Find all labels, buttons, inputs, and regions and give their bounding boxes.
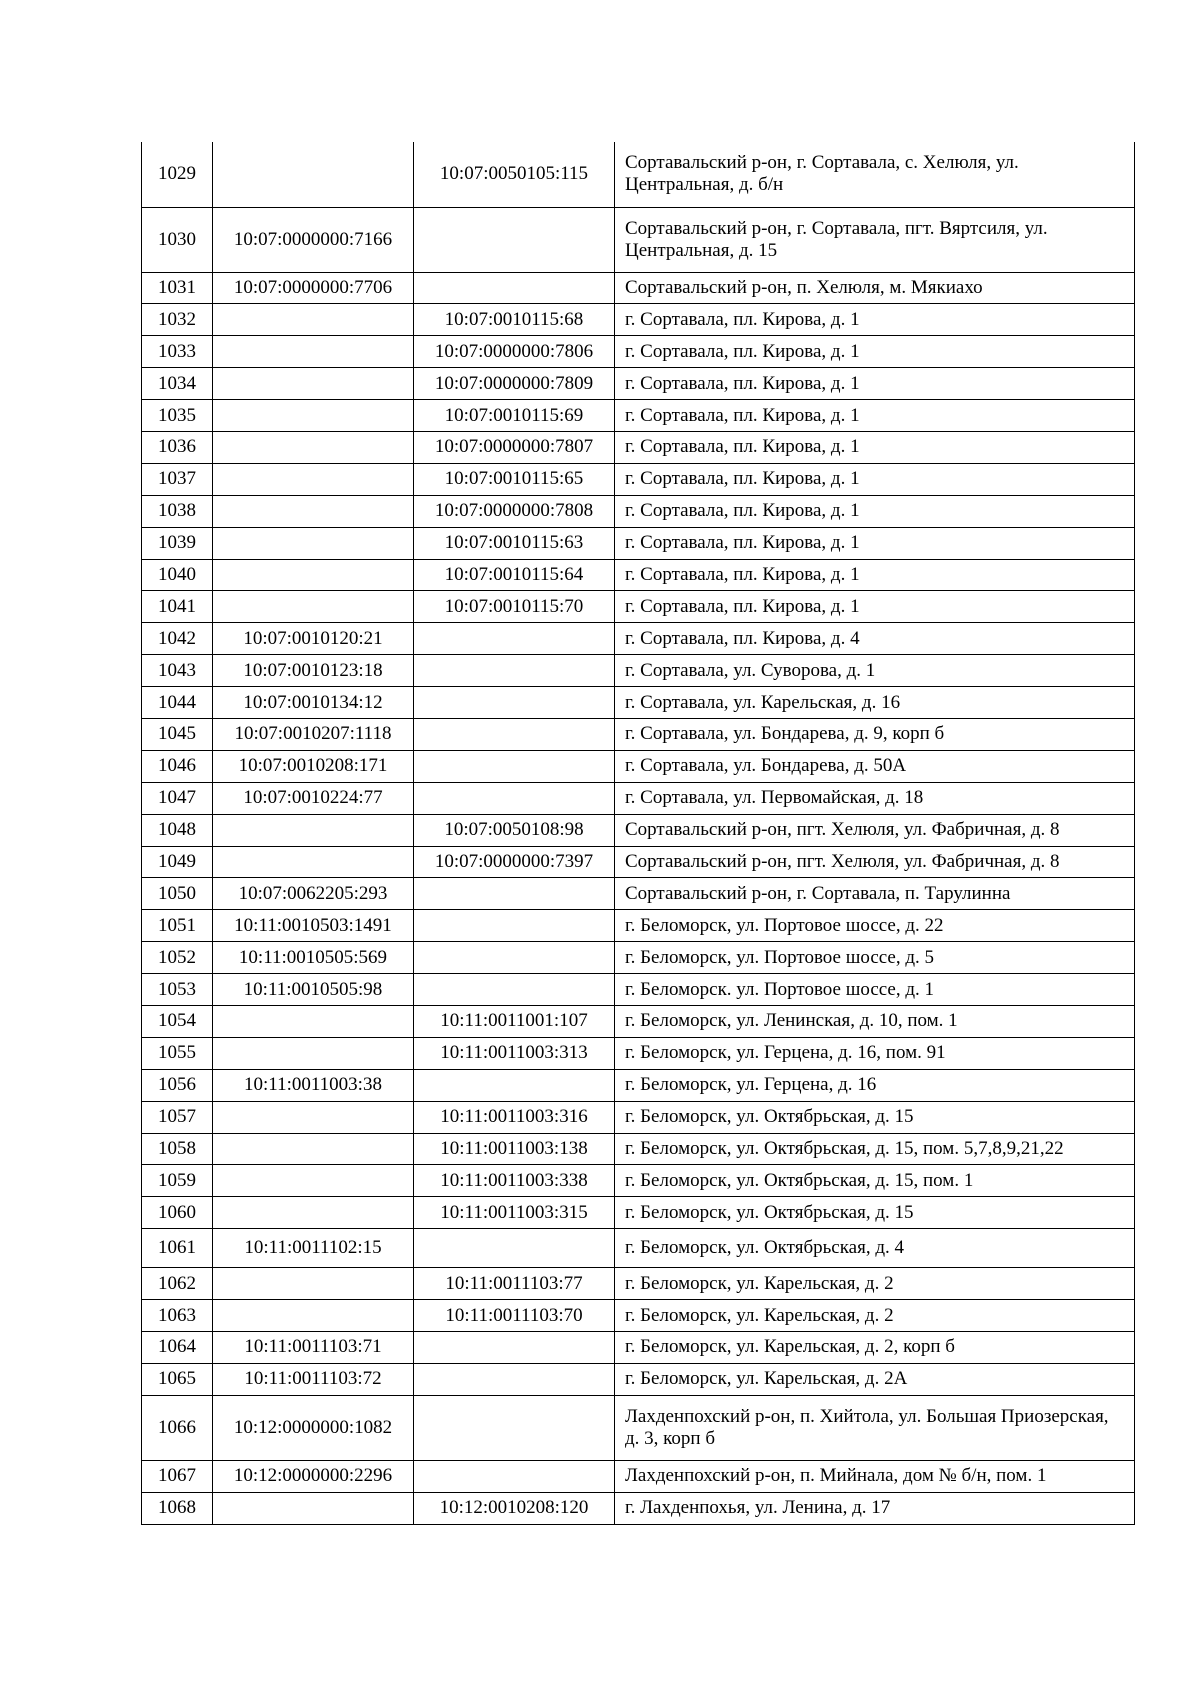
address-cell: г. Сортавала, пл. Кирова, д. 1: [615, 304, 1135, 336]
row-number-cell: 1033: [142, 336, 213, 368]
row-number-cell: 1032: [142, 304, 213, 336]
row-number-cell: 1058: [142, 1133, 213, 1165]
row-number-cell: 1066: [142, 1395, 213, 1460]
address-cell: г. Беломорск, ул. Октябрьская, д. 15: [615, 1101, 1135, 1133]
cadastral-number-cell: [213, 431, 414, 463]
table-row: [142, 1101, 1135, 1133]
row-number-cell: 1052: [142, 942, 213, 974]
table-row: [142, 878, 1135, 910]
row-number-cell: 1036: [142, 431, 213, 463]
table-row: [142, 495, 1135, 527]
address-cell: г. Беломорск, ул. Октябрьская, д. 15, пом. 1: [615, 1165, 1135, 1197]
address-cell: г. Сортавала, ул. Суворова, д. 1: [615, 655, 1135, 687]
cadastral-number-alt-cell: [414, 942, 615, 974]
cadastral-number-alt-cell: 10:11:0011103:70: [414, 1300, 615, 1332]
address-cell: Сортавальский р-он, п. Хелюля, м. Мякиахо: [615, 272, 1135, 304]
cadastral-number-cell: 10:07:0010224:77: [213, 782, 414, 814]
table-row: [142, 814, 1135, 846]
table-row: [142, 974, 1135, 1006]
table-row: [142, 400, 1135, 432]
row-number-cell: 1053: [142, 974, 213, 1006]
cadastral-number-cell: [213, 495, 414, 527]
cadastral-number-cell: [213, 1133, 414, 1165]
property-registry-table: [141, 142, 1135, 1525]
cadastral-number-cell: 10:07:0010134:12: [213, 687, 414, 719]
address-cell: г. Сортавала, пл. Кирова, д. 1: [615, 527, 1135, 559]
row-number-cell: 1065: [142, 1363, 213, 1395]
address-cell: г. Сортавала, пл. Кирова, д. 1: [615, 336, 1135, 368]
cadastral-number-alt-cell: [414, 1229, 615, 1268]
address-cell: г. Беломорск, ул. Октябрьская, д. 4: [615, 1229, 1135, 1268]
table-row: [142, 1363, 1135, 1395]
cadastral-number-cell: 10:11:0010503:1491: [213, 910, 414, 942]
cadastral-number-alt-cell: [414, 1395, 615, 1460]
row-number-cell: 1043: [142, 655, 213, 687]
row-number-cell: 1047: [142, 782, 213, 814]
address-cell: г. Беломорск, ул. Карельская, д. 2: [615, 1268, 1135, 1300]
table-row: [142, 336, 1135, 368]
table-row: [142, 1460, 1135, 1492]
table-row: [142, 623, 1135, 655]
address-cell: г. Беломорск, ул. Ленинская, д. 10, пом. 1: [615, 1005, 1135, 1037]
address-cell: г. Сортавала, пл. Кирова, д. 1: [615, 463, 1135, 495]
cadastral-number-cell: [213, 591, 414, 623]
row-number-cell: 1062: [142, 1268, 213, 1300]
cadastral-number-cell: [213, 1197, 414, 1229]
cadastral-number-cell: [213, 304, 414, 336]
row-number-cell: 1048: [142, 814, 213, 846]
cadastral-number-cell: [213, 1300, 414, 1332]
address-cell: г. Беломорск, ул. Карельская, д. 2А: [615, 1363, 1135, 1395]
cadastral-number-alt-cell: 10:11:0011003:315: [414, 1197, 615, 1229]
cadastral-number-cell: [213, 1005, 414, 1037]
cadastral-number-cell: 10:07:0062205:293: [213, 878, 414, 910]
cadastral-number-alt-cell: [414, 1460, 615, 1492]
address-cell: Сортавальский р-он, г. Сортавала, с. Хелюля, ул. Центральная, д. б/н: [615, 142, 1135, 207]
cadastral-number-alt-cell: 10:11:0011003:338: [414, 1165, 615, 1197]
table-row: [142, 750, 1135, 782]
address-cell: Лахденпохский р-он, п. Хийтола, ул. Большая Приозерская, д. 3, корп б: [615, 1395, 1135, 1460]
address-cell: г. Сортавала, пл. Кирова, д. 1: [615, 495, 1135, 527]
table-row: [142, 1133, 1135, 1165]
cadastral-number-alt-cell: 10:07:0010115:69: [414, 400, 615, 432]
cadastral-number-cell: 10:11:0010505:98: [213, 974, 414, 1006]
row-number-cell: 1051: [142, 910, 213, 942]
table-row: [142, 207, 1135, 272]
cadastral-number-alt-cell: 10:07:0010115:65: [414, 463, 615, 495]
cadastral-number-alt-cell: [414, 718, 615, 750]
cadastral-number-cell: [213, 559, 414, 591]
row-number-cell: 1042: [142, 623, 213, 655]
cadastral-number-alt-cell: 10:07:0000000:7806: [414, 336, 615, 368]
row-number-cell: 1045: [142, 718, 213, 750]
cadastral-number-alt-cell: [414, 655, 615, 687]
address-cell: г. Сортавала, ул. Первомайская, д. 18: [615, 782, 1135, 814]
cadastral-number-alt-cell: 10:12:0010208:120: [414, 1492, 615, 1524]
cadastral-number-cell: [213, 142, 414, 207]
table-row: [142, 1492, 1135, 1524]
cadastral-number-cell: 10:11:0010505:569: [213, 942, 414, 974]
table-row: [142, 527, 1135, 559]
row-number-cell: 1064: [142, 1332, 213, 1364]
address-cell: Сортавальский р-он, пгт. Хелюля, ул. Фабричная, д. 8: [615, 846, 1135, 878]
cadastral-number-alt-cell: 10:07:0000000:7397: [414, 846, 615, 878]
table-row: [142, 942, 1135, 974]
table-row: [142, 1037, 1135, 1069]
cadastral-number-cell: [213, 1037, 414, 1069]
row-number-cell: 1057: [142, 1101, 213, 1133]
table-row: [142, 304, 1135, 336]
address-cell: г. Сортавала, пл. Кирова, д. 4: [615, 623, 1135, 655]
cadastral-number-cell: 10:07:0010208:171: [213, 750, 414, 782]
cadastral-number-alt-cell: [414, 974, 615, 1006]
address-cell: г. Сортавала, пл. Кирова, д. 1: [615, 559, 1135, 591]
table-row: [142, 846, 1135, 878]
cadastral-number-cell: [213, 368, 414, 400]
cadastral-number-alt-cell: [414, 1069, 615, 1101]
cadastral-number-cell: [213, 1101, 414, 1133]
cadastral-number-alt-cell: 10:07:0010115:64: [414, 559, 615, 591]
cadastral-number-alt-cell: 10:07:0010115:68: [414, 304, 615, 336]
row-number-cell: 1049: [142, 846, 213, 878]
address-cell: г. Сортавала, пл. Кирова, д. 1: [615, 400, 1135, 432]
row-number-cell: 1050: [142, 878, 213, 910]
cadastral-number-cell: [213, 1268, 414, 1300]
cadastral-number-cell: 10:07:0000000:7166: [213, 207, 414, 272]
address-cell: г. Беломорск, ул. Герцена, д. 16, пом. 91: [615, 1037, 1135, 1069]
cadastral-number-alt-cell: [414, 750, 615, 782]
cadastral-number-alt-cell: 10:07:0000000:7809: [414, 368, 615, 400]
table-row: [142, 463, 1135, 495]
cadastral-number-cell: [213, 336, 414, 368]
address-cell: Сортавальский р-он, г. Сортавала, п. Тарулинна: [615, 878, 1135, 910]
row-number-cell: 1040: [142, 559, 213, 591]
address-cell: г. Беломорск, ул. Октябрьская, д. 15: [615, 1197, 1135, 1229]
table-row: [142, 1268, 1135, 1300]
cadastral-number-alt-cell: 10:11:0011003:316: [414, 1101, 615, 1133]
table-row: [142, 1005, 1135, 1037]
table-row: [142, 431, 1135, 463]
table-row: [142, 910, 1135, 942]
row-number-cell: 1038: [142, 495, 213, 527]
cadastral-number-alt-cell: 10:07:0010115:63: [414, 527, 615, 559]
table-row: [142, 559, 1135, 591]
address-cell: г. Беломорск, ул. Карельская, д. 2: [615, 1300, 1135, 1332]
cadastral-number-alt-cell: 10:11:0011003:138: [414, 1133, 615, 1165]
table-row: [142, 1229, 1135, 1268]
table-row: [142, 718, 1135, 750]
row-number-cell: 1059: [142, 1165, 213, 1197]
cadastral-number-cell: 10:11:0011003:38: [213, 1069, 414, 1101]
address-cell: г. Сортавала, ул. Бондарева, д. 9, корп б: [615, 718, 1135, 750]
cadastral-number-cell: 10:07:0010123:18: [213, 655, 414, 687]
cadastral-number-cell: [213, 814, 414, 846]
row-number-cell: 1034: [142, 368, 213, 400]
address-cell: г. Беломорск, ул. Портовое шоссе, д. 22: [615, 910, 1135, 942]
table-row: [142, 272, 1135, 304]
row-number-cell: 1029: [142, 142, 213, 207]
cadastral-number-cell: [213, 400, 414, 432]
cadastral-number-cell: 10:12:0000000:1082: [213, 1395, 414, 1460]
row-number-cell: 1068: [142, 1492, 213, 1524]
address-cell: г. Сортавала, пл. Кирова, д. 1: [615, 368, 1135, 400]
cadastral-number-alt-cell: 10:11:0011001:107: [414, 1005, 615, 1037]
cadastral-number-cell: 10:07:0000000:7706: [213, 272, 414, 304]
row-number-cell: 1055: [142, 1037, 213, 1069]
cadastral-number-alt-cell: [414, 207, 615, 272]
table-row: [142, 591, 1135, 623]
address-cell: Сортавальский р-он, г. Сортавала, пгт. Вяртсиля, ул. Центральная, д. 15: [615, 207, 1135, 272]
cadastral-number-alt-cell: 10:11:0011103:77: [414, 1268, 615, 1300]
cadastral-number-cell: [213, 527, 414, 559]
row-number-cell: 1030: [142, 207, 213, 272]
table-row: [142, 1332, 1135, 1364]
address-cell: г. Сортавала, пл. Кирова, д. 1: [615, 591, 1135, 623]
cadastral-number-alt-cell: [414, 910, 615, 942]
table-row: [142, 1395, 1135, 1460]
cadastral-number-alt-cell: 10:07:0050105:115: [414, 142, 615, 207]
cadastral-number-cell: [213, 1492, 414, 1524]
row-number-cell: 1061: [142, 1229, 213, 1268]
row-number-cell: 1054: [142, 1005, 213, 1037]
cadastral-number-alt-cell: [414, 1363, 615, 1395]
cadastral-number-cell: [213, 1165, 414, 1197]
registry-body: [142, 142, 1135, 1524]
address-cell: Сортавальский р-он, пгт. Хелюля, ул. Фабричная, д. 8: [615, 814, 1135, 846]
row-number-cell: 1063: [142, 1300, 213, 1332]
table-row: [142, 368, 1135, 400]
address-cell: г. Беломорск, ул. Карельская, д. 2, корп б: [615, 1332, 1135, 1364]
row-number-cell: 1067: [142, 1460, 213, 1492]
row-number-cell: 1035: [142, 400, 213, 432]
table-row: [142, 1069, 1135, 1101]
table-row: [142, 687, 1135, 719]
address-cell: г. Сортавала, пл. Кирова, д. 1: [615, 431, 1135, 463]
row-number-cell: 1056: [142, 1069, 213, 1101]
table-row: [142, 1165, 1135, 1197]
cadastral-number-alt-cell: [414, 687, 615, 719]
cadastral-number-cell: 10:11:0011102:15: [213, 1229, 414, 1268]
address-cell: г. Беломорск. ул. Портовое шоссе, д. 1: [615, 974, 1135, 1006]
row-number-cell: 1041: [142, 591, 213, 623]
cadastral-number-alt-cell: [414, 1332, 615, 1364]
address-cell: г. Сортавала, ул. Карельская, д. 16: [615, 687, 1135, 719]
cadastral-number-alt-cell: [414, 272, 615, 304]
cadastral-number-alt-cell: [414, 782, 615, 814]
cadastral-number-alt-cell: 10:07:0010115:70: [414, 591, 615, 623]
row-number-cell: 1037: [142, 463, 213, 495]
cadastral-number-cell: 10:11:0011103:72: [213, 1363, 414, 1395]
cadastral-number-alt-cell: 10:07:0000000:7808: [414, 495, 615, 527]
cadastral-number-cell: 10:07:0010207:1118: [213, 718, 414, 750]
address-cell: г. Беломорск, ул. Портовое шоссе, д. 5: [615, 942, 1135, 974]
cadastral-number-alt-cell: 10:11:0011003:313: [414, 1037, 615, 1069]
cadastral-number-alt-cell: 10:07:0050108:98: [414, 814, 615, 846]
table-row: [142, 1197, 1135, 1229]
address-cell: г. Беломорск, ул. Октябрьская, д. 15, пом. 5,7,8,9,21,22: [615, 1133, 1135, 1165]
table-row: [142, 1300, 1135, 1332]
address-cell: г. Сортавала, ул. Бондарева, д. 50А: [615, 750, 1135, 782]
cadastral-number-cell: [213, 463, 414, 495]
row-number-cell: 1039: [142, 527, 213, 559]
address-cell: г. Беломорск, ул. Герцена, д. 16: [615, 1069, 1135, 1101]
row-number-cell: 1046: [142, 750, 213, 782]
row-number-cell: 1060: [142, 1197, 213, 1229]
row-number-cell: 1031: [142, 272, 213, 304]
row-number-cell: 1044: [142, 687, 213, 719]
cadastral-number-alt-cell: [414, 878, 615, 910]
address-cell: г. Лахденпохья, ул. Ленина, д. 17: [615, 1492, 1135, 1524]
cadastral-number-cell: 10:11:0011103:71: [213, 1332, 414, 1364]
cadastral-number-cell: [213, 846, 414, 878]
table-row: [142, 655, 1135, 687]
table-row: [142, 142, 1135, 207]
cadastral-number-cell: 10:07:0010120:21: [213, 623, 414, 655]
address-cell: Лахденпохский р-он, п. Мийнала, дом № б/н, пом. 1: [615, 1460, 1135, 1492]
cadastral-number-cell: 10:12:0000000:2296: [213, 1460, 414, 1492]
cadastral-number-alt-cell: 10:07:0000000:7807: [414, 431, 615, 463]
cadastral-number-alt-cell: [414, 623, 615, 655]
table-row: [142, 782, 1135, 814]
